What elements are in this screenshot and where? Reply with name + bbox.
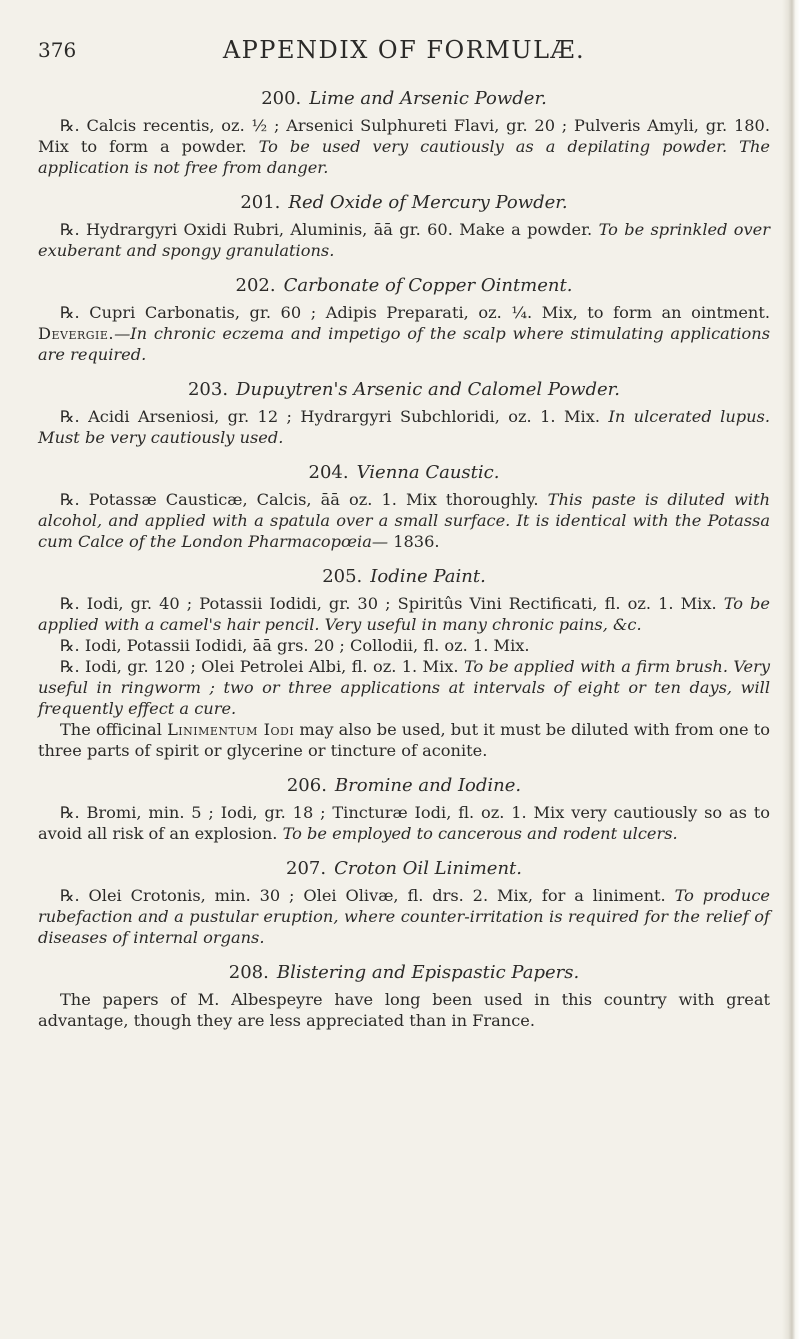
usage-note: To produce rubefaction and a pustular eruption, where counter-irritation is required for the relief of diseases of internal organs. — [38, 886, 770, 947]
usage-note: To be sprinkled over exuberant and spongy granulations. — [38, 220, 770, 260]
formula-name: Dupuytren's Arsenic and Calomel Powder. — [236, 379, 621, 400]
rx-symbol: ℞. — [60, 490, 89, 509]
prescription — [38, 802, 770, 844]
formula-name: Iodine Paint. — [370, 566, 486, 587]
prescription — [38, 302, 770, 365]
small-caps-name: Linimentum Iodi — [167, 720, 295, 739]
formula-name: Red Oxide of Mercury Powder. — [288, 192, 568, 213]
formula-entry — [38, 275, 770, 365]
prescription-text: may also be used, but it must be diluted with from one to three parts of spirit or glycerine or tincture of aconite. — [38, 720, 771, 760]
prescription — [38, 635, 770, 656]
page-number: 376 — [38, 38, 77, 62]
prescription — [38, 656, 770, 719]
rx-symbol: ℞. — [60, 636, 85, 655]
prescription-text: Bromi, min. 5 ; Iodi, gr. 18 ; Tincturæ Iodi, fl. oz. 1. Mix very cautiously so as to avoid all risk of an explosion. — [38, 803, 770, 843]
formula-title — [38, 462, 770, 483]
usage-note: To be used very cautiously as a depilating powder. The application is not free from danger. — [38, 137, 770, 177]
formula-name: Lime and Arsenic Powder. — [309, 88, 547, 109]
formula-list — [38, 88, 770, 1031]
formula-number: 207. — [286, 858, 327, 879]
prescription-text: Iodi, gr. 40 ; Potassii Iodidi, gr. 30 ; Spiritûs Vini Rectificati, fl. oz. 1. Mix. — [86, 594, 717, 613]
prescription-text: Calcis recentis, oz. ½ ; Arsenici Sulphureti Flavi, gr. 20 ; Pulveris Amyli, gr. 180. Mix to form a powder. — [38, 116, 770, 156]
usage-note: In ulcerated lupus. Must be very cautiously used. — [38, 407, 770, 447]
formula-title — [38, 379, 770, 400]
formula-name: Carbonate of Copper Ointment. — [283, 275, 573, 296]
formula-entry — [38, 858, 770, 948]
formula-name: Bromine and Iodine. — [334, 775, 522, 796]
formula-title — [38, 275, 770, 296]
usage-note: To be employed to cancerous and rodent ulcers. — [282, 824, 678, 843]
formula-number: 206. — [286, 775, 327, 796]
prescription-text: Iodi, Potassii Iodidi, āā grs. 20 ; Collodii, fl. oz. 1. Mix. — [84, 636, 530, 655]
usage-note-tail: 1836. — [393, 532, 440, 551]
formula-number: 202. — [235, 275, 276, 296]
page-edge — [782, 0, 800, 1339]
formula-entry — [38, 962, 770, 1031]
rx-symbol: ℞. — [60, 886, 89, 905]
formula-title — [38, 775, 770, 796]
formula-title — [38, 566, 770, 587]
rx-symbol: ℞. — [60, 803, 87, 822]
rx-symbol: ℞. — [60, 657, 86, 676]
formula-name: Vienna Caustic. — [356, 462, 500, 483]
rx-symbol: ℞. — [60, 303, 90, 322]
formula-number: 200. — [261, 88, 302, 109]
running-head: APPENDIX OF FORMULÆ. — [222, 36, 586, 64]
usage-note: —In chronic eczema and impetigo of the scalp where stimulating applications are required. — [38, 324, 770, 364]
prescription-text: Cupri Carbonatis, gr. 60 ; Adipis Preparati, oz. ¼. Mix, to form an ointment. — [89, 303, 770, 322]
prescription-text: Iodi, gr. 120 ; Olei Petrolei Albi, fl. oz. 1. Mix. — [85, 657, 459, 676]
prescription — [38, 593, 770, 635]
formula-number: 205. — [322, 566, 363, 587]
formula-number: 208. — [228, 962, 269, 983]
rx-symbol: ℞. — [60, 594, 87, 613]
prescription-text: Potassæ Causticæ, Calcis, āā oz. 1. Mix thoroughly. — [88, 490, 539, 509]
page-header — [38, 36, 770, 88]
prescription-text: Hydrargyri Oxidi Rubri, Aluminis, āā gr. 60. Make a powder. — [86, 220, 593, 239]
prescription — [38, 115, 770, 178]
formula-name: Croton Oil Liniment. — [334, 858, 522, 879]
usage-note: This paste is diluted with alcohol, and applied with a spatula over a small surface. It is identical with the Potassa cum Calce of the London Pharmacopœia— — [38, 490, 770, 551]
usage-note: To be applied with a firm brush. Very useful in ringworm ; two or three applications at intervals of eight or ten days, will frequently effect a cure. — [38, 657, 770, 718]
formula-number: 203. — [187, 379, 229, 400]
prescription-text: Olei Crotonis, min. 30 ; Olei Olivæ, fl. drs. 2. Mix, for a liniment. — [88, 886, 666, 905]
formula-entry — [38, 566, 770, 761]
prescription — [38, 406, 770, 448]
rx-symbol: ℞. — [60, 220, 87, 239]
prescription-lead: The officinal — [60, 720, 168, 739]
formula-name: Blistering and Epispastic Papers. — [276, 962, 580, 983]
formula-number: 201. — [240, 192, 281, 213]
page-content — [38, 36, 771, 1031]
prescription — [38, 219, 770, 261]
prescription-text: The papers of M. Albespeyre have long been used in this country with great advantage, though they are less appreciated than in France. — [38, 990, 770, 1030]
formula-title — [38, 962, 770, 983]
rx-symbol: ℞. — [60, 116, 87, 135]
prescription — [38, 489, 770, 552]
authority-name: Devergie. — [38, 324, 115, 343]
formula-entry — [38, 462, 770, 552]
prescription — [38, 885, 770, 948]
formula-entry — [38, 192, 770, 261]
formula-title — [38, 88, 770, 109]
formula-entry — [38, 379, 770, 448]
body-paragraph — [38, 719, 770, 761]
usage-note: To be applied with a camel's hair pencil. Very useful in many chronic pains, &c. — [38, 594, 770, 634]
formula-title — [38, 192, 770, 213]
formula-number: 204. — [308, 462, 349, 483]
prescription-text: Acidi Arseniosi, gr. 12 ; Hydrargyri Subchloridi, oz. 1. Mix. — [88, 407, 600, 426]
formula-entry — [38, 775, 770, 844]
rx-symbol: ℞. — [60, 407, 89, 426]
formula-entry — [38, 88, 770, 178]
body-paragraph — [38, 989, 770, 1031]
formula-title — [38, 858, 770, 879]
